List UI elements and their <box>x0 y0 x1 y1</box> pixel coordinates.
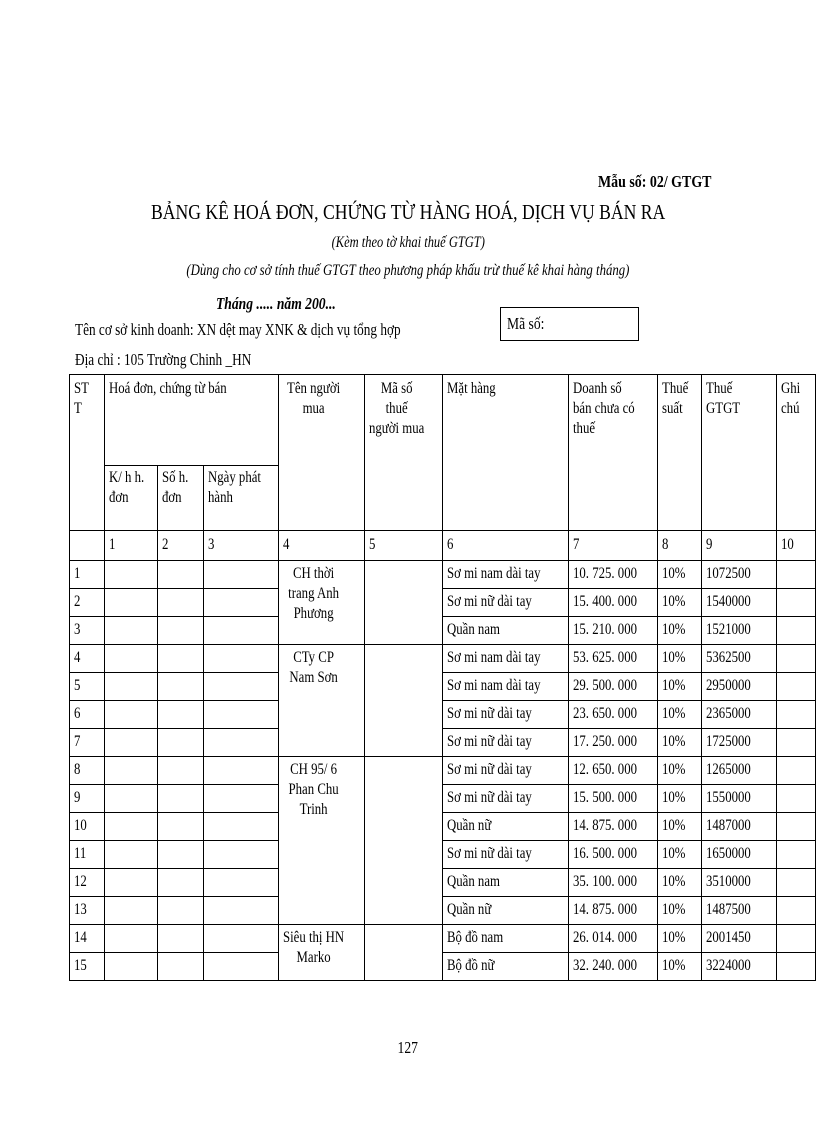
table-row <box>70 897 816 925</box>
row-note <box>777 617 816 645</box>
row-revenue: 32. 240. 000 <box>568 953 657 981</box>
row-tax-rate: 10% <box>657 841 702 869</box>
header-item: Mặt hàng <box>442 375 568 531</box>
row-invoice-symbol <box>105 897 158 925</box>
row-issue-date <box>203 869 278 897</box>
row-invoice-number <box>158 841 204 869</box>
table-row <box>70 841 816 869</box>
row-invoice-symbol <box>105 841 158 869</box>
row-revenue: 12. 650. 000 <box>568 757 657 785</box>
row-invoice-symbol <box>105 701 158 729</box>
row-revenue: 16. 500. 000 <box>568 841 657 869</box>
row-item: Quần nữ <box>442 897 568 925</box>
row-tax-rate: 10% <box>657 645 702 673</box>
row-invoice-number <box>158 925 204 953</box>
row-tax-rate: 10% <box>657 589 702 617</box>
column-number <box>70 531 105 561</box>
row-vat: 5362500 <box>702 645 777 673</box>
row-note <box>777 701 816 729</box>
row-note <box>777 785 816 813</box>
row-invoice-symbol <box>105 645 158 673</box>
row-tax-rate: 10% <box>657 953 702 981</box>
row-invoice-symbol <box>105 813 158 841</box>
row-item: Sơ mi nữ dài tay <box>442 589 568 617</box>
header-stt: ST T <box>70 375 105 531</box>
row-invoice-symbol <box>105 617 158 645</box>
row-item: Sơ mi nữ dài tay <box>442 757 568 785</box>
row-revenue: 15. 400. 000 <box>568 589 657 617</box>
row-item: Bộ đồ nam <box>442 925 568 953</box>
column-number: 9 <box>702 531 777 561</box>
header-issue-date: Ngày phát hành <box>203 466 278 531</box>
column-number: 3 <box>203 531 278 561</box>
row-invoice-number <box>158 645 204 673</box>
row-revenue: 23. 650. 000 <box>568 701 657 729</box>
page-number: 127 <box>397 1038 419 1057</box>
row-item: Sơ mi nam dài tay <box>442 673 568 701</box>
row-invoice-symbol <box>105 673 158 701</box>
row-tax-rate: 10% <box>657 925 702 953</box>
row-item: Quần nam <box>442 869 568 897</box>
row-tax-rate: 10% <box>657 813 702 841</box>
table-row <box>70 729 816 757</box>
row-issue-date <box>203 897 278 925</box>
reporting-period: Tháng ..... năm 200... <box>216 294 336 313</box>
row-vat: 1650000 <box>702 841 777 869</box>
row-note <box>777 897 816 925</box>
row-note <box>777 841 816 869</box>
row-invoice-symbol <box>105 757 158 785</box>
row-invoice-number <box>158 785 204 813</box>
row-invoice-symbol <box>105 925 158 953</box>
column-number: 2 <box>158 531 204 561</box>
row-tax-rate: 10% <box>657 617 702 645</box>
row-item: Sơ mi nam dài tay <box>442 645 568 673</box>
row-tax-rate: 10% <box>657 673 702 701</box>
row-revenue: 29. 500. 000 <box>568 673 657 701</box>
column-number: 5 <box>364 531 442 561</box>
row-invoice-symbol <box>105 561 158 589</box>
row-vat: 2950000 <box>702 673 777 701</box>
row-note <box>777 561 816 589</box>
row-buyer-tax-code <box>364 561 442 645</box>
subtitle-attachment: (Kèm theo tờ khai thuế GTGT) <box>331 234 485 251</box>
row-invoice-number <box>158 561 204 589</box>
row-tax-rate: 10% <box>657 869 702 897</box>
row-revenue: 15. 500. 000 <box>568 785 657 813</box>
row-revenue: 14. 875. 000 <box>568 897 657 925</box>
row-issue-date <box>203 841 278 869</box>
row-vat: 1725000 <box>702 729 777 757</box>
table-row <box>70 925 816 953</box>
row-vat: 1072500 <box>702 561 777 589</box>
row-invoice-number <box>158 953 204 981</box>
row-stt: 13 <box>70 897 105 925</box>
row-vat: 1265000 <box>702 757 777 785</box>
row-item: Bộ đồ nữ <box>442 953 568 981</box>
row-item: Quần nữ <box>442 813 568 841</box>
table-row <box>70 757 816 785</box>
table-row <box>70 617 816 645</box>
row-vat: 1487500 <box>702 897 777 925</box>
row-revenue: 26. 014. 000 <box>568 925 657 953</box>
row-invoice-symbol <box>105 785 158 813</box>
header-buyer-tax-code: Mã số thuế người mua <box>364 375 442 531</box>
row-stt: 4 <box>70 645 105 673</box>
row-item: Sơ mi nữ dài tay <box>442 785 568 813</box>
tax-code-label: Mã số: <box>507 314 545 333</box>
row-invoice-number <box>158 757 204 785</box>
column-number-row <box>70 531 816 561</box>
row-revenue: 53. 625. 000 <box>568 645 657 673</box>
column-number: 6 <box>442 531 568 561</box>
row-vat: 1487000 <box>702 813 777 841</box>
row-tax-rate: 10% <box>657 757 702 785</box>
table-row <box>70 701 816 729</box>
row-invoice-number <box>158 673 204 701</box>
row-note <box>777 813 816 841</box>
row-item: Sơ mi nữ dài tay <box>442 701 568 729</box>
row-issue-date <box>203 617 278 645</box>
column-number: 8 <box>657 531 702 561</box>
business-name: Tên cơ sở kinh doanh: XN dệt may XNK & dịch vụ tổng hợp <box>75 320 401 339</box>
row-note <box>777 729 816 757</box>
row-invoice-symbol <box>105 729 158 757</box>
row-vat: 3224000 <box>702 953 777 981</box>
row-stt: 14 <box>70 925 105 953</box>
column-number: 7 <box>568 531 657 561</box>
row-revenue: 14. 875. 000 <box>568 813 657 841</box>
row-issue-date <box>203 729 278 757</box>
row-revenue: 15. 210. 000 <box>568 617 657 645</box>
form-code: Mẫu số: 02/ GTGT <box>598 172 712 191</box>
row-stt: 5 <box>70 673 105 701</box>
row-issue-date <box>203 785 278 813</box>
column-number: 10 <box>777 531 816 561</box>
table-row <box>70 813 816 841</box>
row-vat: 1550000 <box>702 785 777 813</box>
row-issue-date <box>203 757 278 785</box>
row-note <box>777 869 816 897</box>
row-stt: 12 <box>70 869 105 897</box>
row-issue-date <box>203 925 278 953</box>
row-stt: 3 <box>70 617 105 645</box>
row-buyer-tax-code <box>364 757 442 925</box>
row-tax-rate: 10% <box>657 701 702 729</box>
row-item: Sơ mi nam dài tay <box>442 561 568 589</box>
row-tax-rate: 10% <box>657 729 702 757</box>
row-stt: 6 <box>70 701 105 729</box>
row-stt: 1 <box>70 561 105 589</box>
table-row <box>70 645 816 673</box>
row-vat: 1540000 <box>702 589 777 617</box>
row-issue-date <box>203 953 278 981</box>
row-vat: 2001450 <box>702 925 777 953</box>
row-invoice-number <box>158 869 204 897</box>
row-buyer-name: Siêu thị HN Marko <box>279 925 364 981</box>
header-tax-rate: Thuế suất <box>657 375 702 531</box>
row-buyer-name: CH 95/ 6 Phan Chu Trinh <box>279 757 364 925</box>
row-item: Sơ mi nữ dài tay <box>442 841 568 869</box>
header-buyer: Tên người mua <box>279 375 364 531</box>
subtitle-usage: (Dùng cho cơ sở tính thuế GTGT theo phương pháp khấu trừ thuế kê khai hàng tháng) <box>186 262 630 279</box>
invoice-table <box>69 374 816 981</box>
row-invoice-symbol <box>105 953 158 981</box>
row-revenue: 35. 100. 000 <box>568 869 657 897</box>
row-stt: 15 <box>70 953 105 981</box>
row-note <box>777 645 816 673</box>
table-row <box>70 953 816 981</box>
row-invoice-number <box>158 589 204 617</box>
row-invoice-number <box>158 701 204 729</box>
row-issue-date <box>203 645 278 673</box>
row-invoice-symbol <box>105 589 158 617</box>
table-row <box>70 561 816 589</box>
header-invoice-group: Hoá đơn, chứng từ bán <box>105 375 279 466</box>
row-vat: 3510000 <box>702 869 777 897</box>
row-note <box>777 925 816 953</box>
row-issue-date <box>203 701 278 729</box>
row-stt: 11 <box>70 841 105 869</box>
header-note: Ghi chú <box>777 375 816 531</box>
row-invoice-number <box>158 729 204 757</box>
row-buyer-tax-code <box>364 645 442 757</box>
table-row <box>70 673 816 701</box>
header-vat: Thuế GTGT <box>702 375 777 531</box>
row-invoice-number <box>158 813 204 841</box>
row-note <box>777 673 816 701</box>
row-tax-rate: 10% <box>657 785 702 813</box>
table-row <box>70 785 816 813</box>
row-item: Sơ mi nữ dài tay <box>442 729 568 757</box>
row-issue-date <box>203 673 278 701</box>
row-stt: 7 <box>70 729 105 757</box>
row-note <box>777 757 816 785</box>
header-revenue: Doanh số bán chưa có thuế <box>568 375 657 531</box>
row-revenue: 17. 250. 000 <box>568 729 657 757</box>
row-stt: 2 <box>70 589 105 617</box>
row-stt: 10 <box>70 813 105 841</box>
row-note <box>777 589 816 617</box>
header-invoice-symbol: K/ h h. đơn <box>105 466 158 531</box>
row-issue-date <box>203 561 278 589</box>
row-buyer-name: CTy CP Nam Sơn <box>279 645 364 757</box>
header-invoice-number: Số h. đơn <box>158 466 204 531</box>
row-tax-rate: 10% <box>657 561 702 589</box>
tax-code-box <box>500 307 639 341</box>
row-buyer-name: CH thời trang Anh Phương <box>279 561 364 645</box>
table-row <box>70 869 816 897</box>
row-stt: 9 <box>70 785 105 813</box>
row-vat: 1521000 <box>702 617 777 645</box>
column-number: 4 <box>279 531 364 561</box>
row-invoice-symbol <box>105 869 158 897</box>
row-vat: 2365000 <box>702 701 777 729</box>
table-row <box>70 589 816 617</box>
column-number: 1 <box>105 531 158 561</box>
business-address: Địa chỉ : 105 Trường Chinh _HN <box>75 350 252 369</box>
row-invoice-number <box>158 897 204 925</box>
row-issue-date <box>203 589 278 617</box>
row-buyer-tax-code <box>364 925 442 981</box>
row-issue-date <box>203 813 278 841</box>
row-note <box>777 953 816 981</box>
row-item: Quần nam <box>442 617 568 645</box>
document-title: BẢNG KÊ HOÁ ĐƠN, CHỨNG TỪ HÀNG HOÁ, DỊCH VỤ BÁN RA <box>150 200 666 224</box>
row-tax-rate: 10% <box>657 897 702 925</box>
row-invoice-number <box>158 617 204 645</box>
row-revenue: 10. 725. 000 <box>568 561 657 589</box>
row-stt: 8 <box>70 757 105 785</box>
